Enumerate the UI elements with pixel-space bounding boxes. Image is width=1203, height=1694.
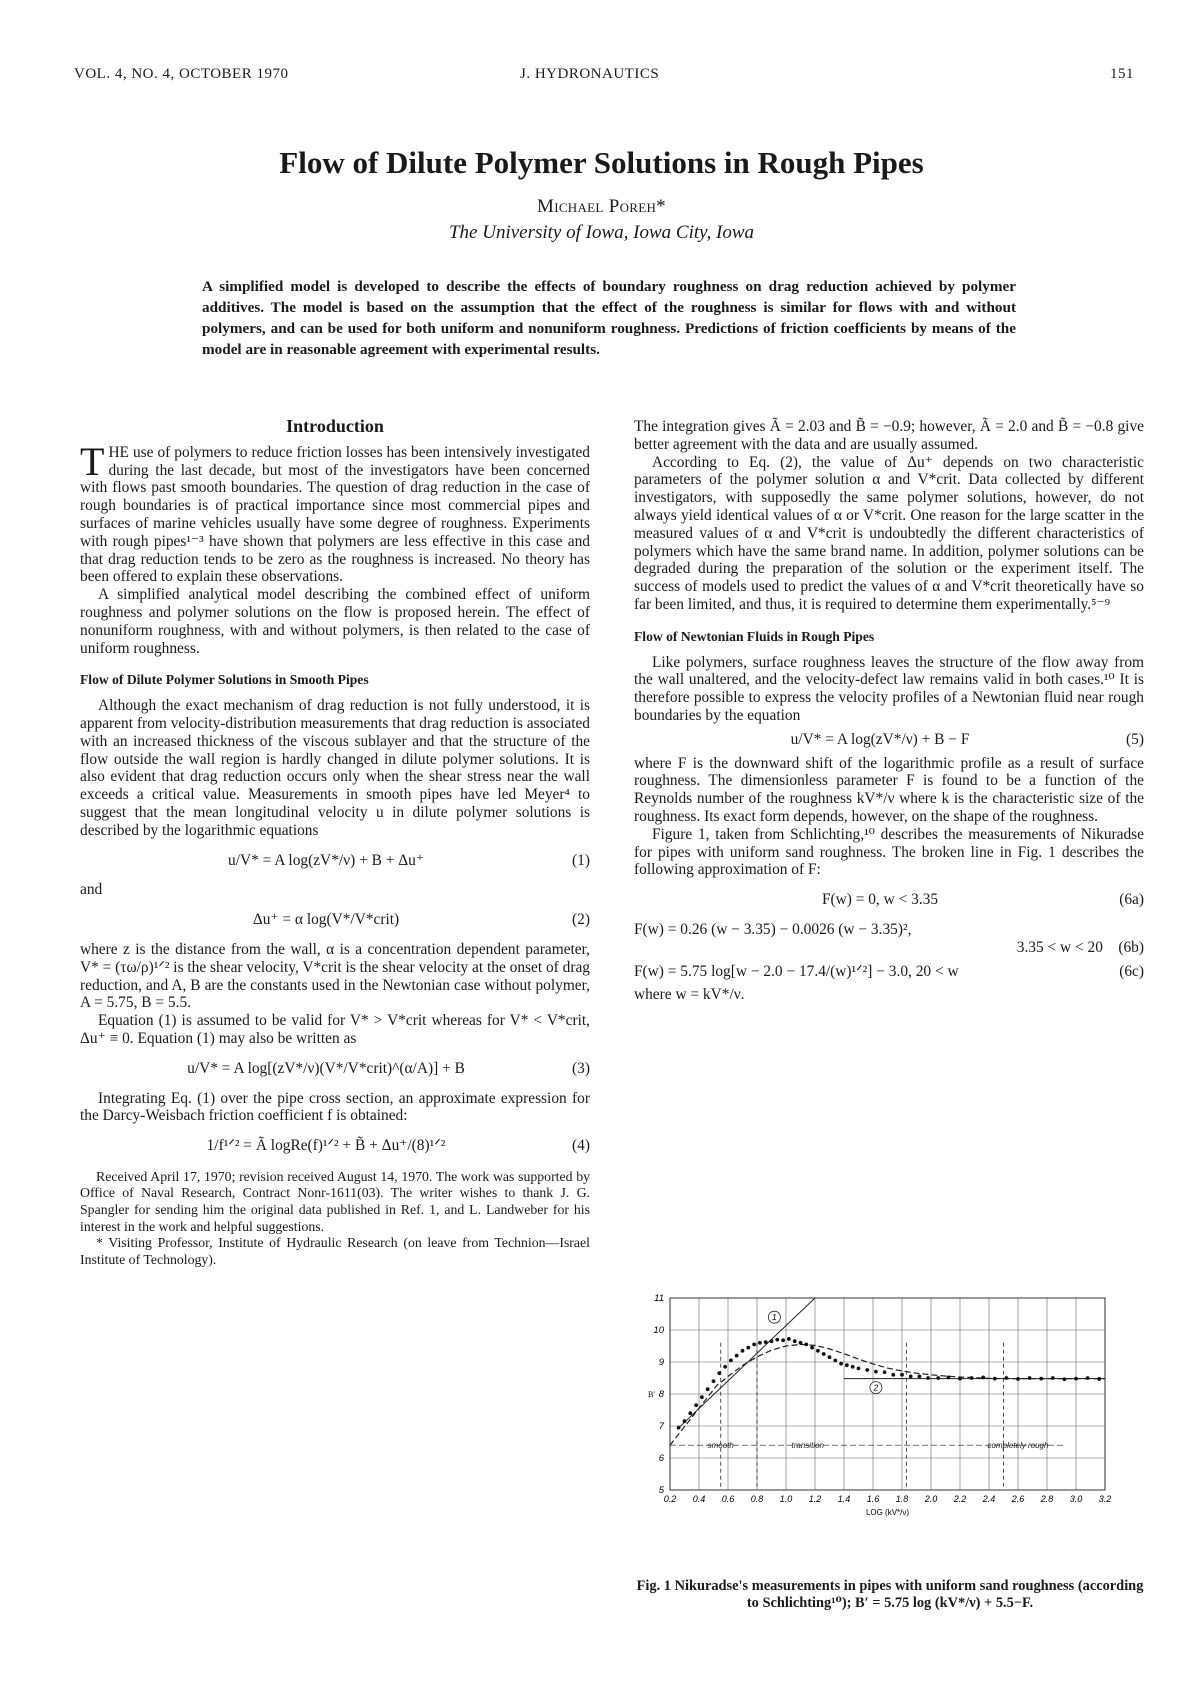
- equation-6b-condition: 3.35 < w < 20: [1016, 938, 1103, 956]
- y-tick-label: 5: [658, 1485, 664, 1496]
- author: Michael Poreh*: [537, 196, 666, 217]
- smooth-paragraph-1: Although the exact mechanism of drag reduction is not fully understood, it is apparent from velocity-distribution measurements that drag reduction is associated with an increased thickness of the viscous sublayer and that the structure of the flow outside the wall region is hardly changed in dilute polymer solutions. It is also evident that drag reduction occurs only when the shear stress near the wall exceeds a critical value. Measurements in smooth pipes have led Meyer⁴ to suggest that the mean longitudinal velocity u in dilute polymer solutions is described by the logarithmic equations: [80, 697, 590, 839]
- data-point: [1086, 1376, 1090, 1380]
- x-tick-label: 1.0: [779, 1494, 793, 1504]
- section-heading-introduction: Introduction: [286, 416, 384, 436]
- abstract: A simplified model is developed to describe the effects of boundary roughness on drag reduction achieved by polymer additives. The model is based on the assumption that the effect of the roughness is similar for flows with and without polymers, and can be used for both uniform and nonuniform roughness. Predictions of friction coefficients by means of the model are in reasonable agreement with experimental results.: [202, 278, 1016, 358]
- x-tick-label: 2.8: [1040, 1494, 1054, 1504]
- where-w-definition: where w = kV*/ν.: [634, 986, 745, 1004]
- line-label: 1: [772, 1312, 777, 1323]
- data-point: [1039, 1377, 1043, 1381]
- approximation-curve: [670, 1344, 1105, 1445]
- subsection-heading-newtonian-rough: Flow of Newtonian Fluids in Rough Pipes: [634, 628, 875, 644]
- data-point: [1051, 1376, 1055, 1380]
- x-tick-label: 1.8: [895, 1494, 909, 1504]
- equation-1-number: (1): [572, 851, 590, 869]
- data-point: [857, 1367, 861, 1371]
- right-column: [634, 418, 1144, 1004]
- data-point: [712, 1379, 716, 1383]
- data-point: [717, 1371, 721, 1375]
- data-point: [793, 1339, 797, 1343]
- region-label: transition: [791, 1441, 824, 1451]
- region-label: completely rough: [987, 1441, 1049, 1451]
- y-tick-label: 8: [658, 1389, 664, 1400]
- data-point: [799, 1341, 803, 1345]
- smooth-paragraph-2: where z is the distance from the wall, α is a concentration dependent parameter, V* = (τω/ρ)¹ᐟ² is the shear velocity, V*crit is the shear velocity at the onset of drag reduction, and A, B are the constants used in the Newtonian case without polymer, A = 5.75, B = 5.5.: [80, 940, 591, 1012]
- footnote-received: Received April 17, 1970; revision received August 14, 1970. The work was supported by Office of Naval Research, Contract Nonr-1611(03). The writer wishes to thank J. G. Spangler for sending him the original data published in Ref. 1, and L. Landweber for his interest in the work and helpful suggestions.: [80, 1168, 590, 1234]
- data-point: [936, 1376, 940, 1380]
- equation-6b-expression: F(w) = 0.26 (w − 3.35) − 0.0026 (w − 3.35)²,: [634, 920, 912, 938]
- data-point: [688, 1411, 692, 1415]
- x-axis-label: LOG (kV*/ν): [865, 1508, 910, 1517]
- data-point: [1016, 1377, 1020, 1381]
- line-label: 2: [873, 1382, 879, 1393]
- equation-5-expression: u/V* = A log(zV*/ν) + B − F: [790, 730, 970, 748]
- equation-6c: [634, 963, 1144, 981]
- data-point: [1063, 1377, 1067, 1381]
- x-tick-label: 1.4: [837, 1494, 851, 1504]
- x-tick-label: 2.2: [953, 1494, 967, 1504]
- data-point: [865, 1368, 869, 1372]
- data-point: [891, 1373, 895, 1377]
- equation-6b: [634, 921, 1144, 939]
- header-page-number: 151: [1110, 66, 1134, 82]
- data-point: [729, 1359, 733, 1363]
- equation-2-number: (2): [572, 911, 590, 929]
- subsection-heading-smooth-pipes: Flow of Dilute Polymer Solutions in Smooth Pipes: [80, 672, 369, 688]
- paper-title: Flow of Dilute Polymer Solutions in Rough Pipes: [279, 145, 924, 180]
- equation-2-expression: Δu⁺ = α log(V*/V*crit): [252, 911, 400, 929]
- data-point: [723, 1365, 727, 1369]
- y-axis-label: B′: [648, 1390, 656, 1400]
- intro-paragraph-1: [80, 438, 590, 586]
- smooth-paragraph-3: Equation (1) is assumed to be valid for V* > V*crit whereas for V* < V*crit, Δu⁺ ≡ 0. Equation (1) may also be written as: [80, 1012, 590, 1047]
- footnote-author: * Visiting Professor, Institute of Hydraulic Research (on leave from Technion—Israel Institute of Technology).: [80, 1235, 590, 1267]
- data-point: [746, 1346, 750, 1350]
- equation-6b-number: (6b): [1118, 938, 1144, 956]
- footnotes: [80, 1169, 590, 1269]
- equation-5: [634, 731, 1144, 749]
- data-point: [909, 1375, 913, 1379]
- data-point: [970, 1376, 974, 1380]
- data-point: [735, 1354, 739, 1358]
- data-point: [787, 1337, 791, 1341]
- running-header: [74, 66, 1134, 90]
- data-point: [758, 1341, 762, 1345]
- right-paragraph-2: According to Eq. (2), the value of Δu⁺ depends on two characteristic parameters of the polymer solution α and V*crit. Data collected by different investigators, with supposedly the same polymer solutions, however, do not always yield identical values of α or V*crit. One reason for the large scatter in the measured values of α and V*crit is undoubtedly the different characteristics of polymers which have the same brand name. In addition, polymer solutions can be degraded during the preparation of the solution or the experiment itself. The success of models used to predict the values of α and V*crit theoretically have so far been limited, and thus, it is required to determine them experimentally.⁵⁻⁹: [634, 453, 1144, 613]
- right-paragraph-3: Like polymers, surface roughness leaves the structure of the flow away from the wall unaltered, and the velocity-defect law remains valid in both cases.¹⁰ It is therefore possible to express the velocity profiles of a Newtonian fluid near rough boundaries by the equation: [634, 653, 1144, 724]
- data-point: [1097, 1377, 1101, 1381]
- y-tick-label: 11: [654, 1293, 664, 1304]
- affiliation: The University of Iowa, Iowa City, Iowa: [448, 222, 755, 243]
- data-point: [851, 1365, 855, 1369]
- y-tick-label: 7: [658, 1421, 664, 1432]
- equation-3-expression: u/V* = A log[(zV*/ν)(V*/V*crit)^(α/A)] + B: [187, 1059, 465, 1077]
- x-tick-label: 2.4: [982, 1494, 996, 1504]
- y-tick-label: 6: [658, 1453, 664, 1464]
- left-column: [80, 418, 590, 1268]
- x-tick-label: 0.2: [663, 1494, 677, 1504]
- data-point: [683, 1419, 687, 1423]
- x-tick-label: 2.0: [924, 1494, 938, 1504]
- data-point: [845, 1363, 849, 1367]
- equation-3: [80, 1060, 590, 1078]
- x-tick-label: 1.2: [808, 1494, 822, 1504]
- equation-6c-number: (6c): [1119, 962, 1144, 980]
- intro-paragraph-2: A simplified analytical model describing the combined effect of uniform roughness and polymer solutions on the flow is proposed herein. The effect of nonuniform roughness, with and without polymers, is then related to the case of uniform roughness.: [80, 586, 590, 657]
- data-point: [764, 1340, 768, 1344]
- data-point: [1074, 1377, 1078, 1381]
- x-tick-label: 0.6: [721, 1494, 735, 1504]
- data-point: [947, 1375, 951, 1379]
- y-tick-label: 10: [653, 1325, 664, 1336]
- smooth-paragraph-4: Integrating Eq. (1) over the pipe cross section, an approximate expression for the Darcy-Weisbach friction coefficient f is obtained:: [80, 1089, 590, 1125]
- data-point: [1028, 1376, 1032, 1380]
- equation-1: [80, 852, 590, 870]
- data-point: [993, 1377, 997, 1381]
- x-tick-label: 1.6: [866, 1494, 880, 1504]
- right-paragraph-4: where F is the downward shift of the logarithmic profile as a result of surface roughness. The dimensionless parameter F is found to be a function of the Reynolds number of the roughness kV*/ν where k is the characteristic size of the roughness. Its exact form depends, however, on the shape of the roughness.: [634, 754, 1144, 825]
- header-journal: J. HYDRONAUTICS: [520, 66, 660, 82]
- equation-2: [80, 911, 590, 929]
- data-point: [700, 1395, 704, 1399]
- x-tick-label: 3.2: [1098, 1494, 1112, 1504]
- drop-cap: T: [80, 438, 105, 484]
- data-point: [694, 1403, 698, 1407]
- data-point: [741, 1349, 745, 1353]
- data-point: [833, 1359, 837, 1363]
- data-point: [775, 1338, 779, 1342]
- data-point: [781, 1338, 785, 1342]
- right-paragraph-5: Figure 1, taken from Schlichting,¹⁰ describes the measurements of Nikuradse for pipes with uniform sand roughness. The broken line in Fig. 1 describes the following approximation of F:: [634, 825, 1144, 879]
- data-point: [918, 1375, 922, 1379]
- data-point: [770, 1339, 774, 1343]
- data-point: [822, 1352, 826, 1356]
- equation-6a-number: (6a): [1119, 891, 1144, 909]
- data-point: [926, 1376, 930, 1380]
- data-point: [804, 1343, 808, 1347]
- equation-6c-expression: F(w) = 5.75 log[w − 2.0 − 17.4/(w)¹ᐟ²] − 3.0, 20 < w: [634, 962, 959, 980]
- data-point: [828, 1355, 832, 1359]
- data-point: [706, 1387, 710, 1391]
- right-paragraph-1: The integration gives Ã = 2.03 and B̃ = −0.9; however, Ã = 2.0 and B̃ = −0.8 give better agreement with the data and are usually assumed.: [634, 418, 1144, 453]
- equation-4-number: (4): [572, 1137, 590, 1155]
- equation-6a: [634, 891, 1144, 909]
- data-point: [839, 1362, 843, 1366]
- data-point: [677, 1426, 681, 1430]
- data-point: [816, 1349, 820, 1353]
- header-volume: VOL. 4, NO. 4, OCTOBER 1970: [74, 66, 289, 82]
- data-point: [810, 1346, 814, 1350]
- equation-5-number: (5): [1126, 730, 1144, 748]
- data-point: [752, 1343, 756, 1347]
- region-label: smooth: [707, 1441, 734, 1451]
- data-point: [883, 1370, 887, 1374]
- and-word: and: [80, 881, 103, 899]
- data-point: [900, 1373, 904, 1377]
- figure-1-chart: [640, 1290, 1140, 1524]
- data-point: [958, 1377, 962, 1381]
- y-tick-label: 9: [658, 1357, 664, 1368]
- equation-3-number: (3): [572, 1059, 590, 1077]
- x-tick-label: 2.6: [1011, 1494, 1025, 1504]
- intro-paragraph-1-text: HE use of polymers to reduce friction losses has been intensively investigated during the last decade, but most of the investigators have been concerned with flows past smooth boundaries. The question of drag reduction in the case of rough boundaries is of practical importance since most commercial pipes and surfaces of marine vehicles usually have some degree of roughness. Experiments with rough pipes¹⁻³ have shown that polymers are less effective in this case and that drag reduction tends to be zero as the roughness is increased. No theory has been offered to explain these observations.: [80, 443, 590, 586]
- x-tick-label: 0.4: [692, 1494, 706, 1504]
- equation-4: [80, 1137, 590, 1155]
- x-tick-label: 0.8: [750, 1494, 764, 1504]
- equation-6b-condition-line: [634, 939, 1144, 957]
- x-tick-label: 3.0: [1069, 1494, 1083, 1504]
- equation-1-expression: u/V* = A log(zV*/ν) + B + Δu⁺: [228, 851, 424, 869]
- data-point: [981, 1375, 985, 1379]
- equation-6a-expression: F(w) = 0, w < 3.35: [821, 891, 939, 909]
- data-point: [874, 1370, 878, 1374]
- figure-1-caption: Fig. 1 Nikuradse's measurements in pipes with uniform sand roughness (according to Schlichting¹⁰); B′ = 5.75 log (kV*/ν) + 5.5−F.: [636, 1578, 1144, 1611]
- data-point: [1005, 1376, 1009, 1380]
- equation-4-expression: 1/f¹ᐟ² = Ã logRe(f)¹ᐟ² + B̃ + Δu⁺/(8)¹ᐟ²: [206, 1137, 446, 1155]
